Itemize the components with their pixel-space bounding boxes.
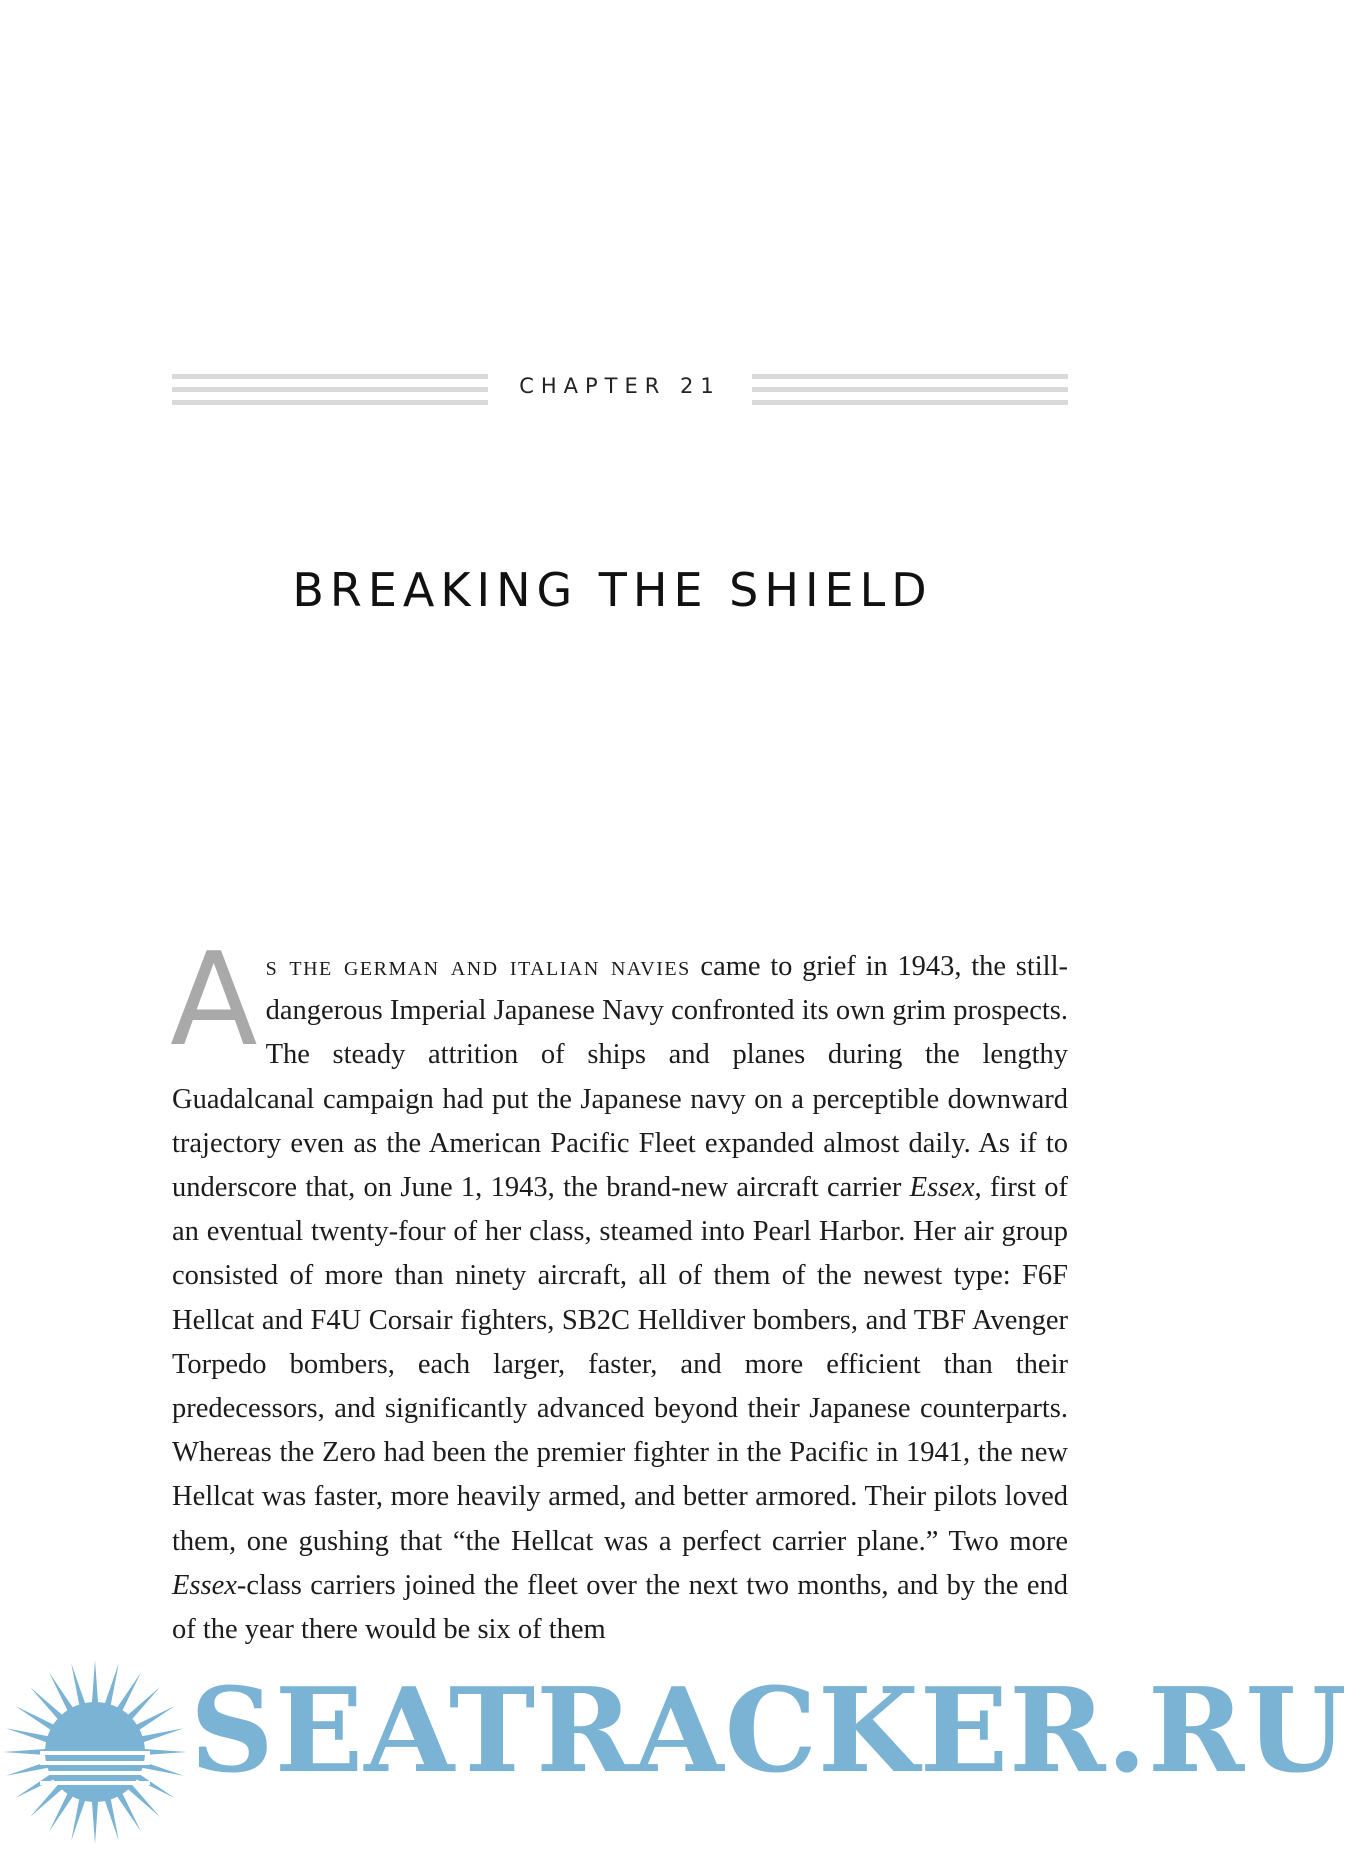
sun-ray [30, 1687, 65, 1722]
sun-ray [104, 1663, 119, 1708]
lead-in-small-caps: s the german and italian navies [265, 951, 691, 982]
sun-ray [115, 1790, 141, 1832]
sun-ray [125, 1687, 160, 1722]
ship-name-essex: Essex, [909, 1172, 982, 1204]
sun-ray [138, 1728, 183, 1743]
sun-ray [71, 1663, 86, 1708]
sun-ray [115, 1672, 141, 1714]
sun-ray [141, 1749, 187, 1756]
sun-ray [6, 1761, 51, 1776]
sun-ray [71, 1795, 86, 1840]
ship-name-essex-class: Essex [172, 1569, 237, 1601]
sun-ray [49, 1790, 75, 1832]
sun-ray [133, 1772, 175, 1798]
sun-ray [49, 1672, 75, 1714]
drop-cap: A [170, 926, 258, 1075]
watermark-text: SEATRACKER.RU [190, 1663, 1347, 1799]
sun-ray [6, 1728, 51, 1743]
text-run-3: -class carriers joined the fleet over the next two months, and by the end of the year there would be six of them [172, 1569, 1068, 1646]
sun-ray [15, 1772, 57, 1798]
sun-ray [92, 1660, 99, 1706]
text-run-2: first of an eventual twenty-four of her class, steamed into Pearl Harbor. Her air group consisted of more than ninety aircraft, all of them of the newest type: F6F Hellcat and F4U Corsair fighters, SB2C Helldiver bombers, and TBF Avenger Torpedo bombers, each larger, faster, and more efficient than their predecessors, and significantly advanced beyond their Japanese counterparts. Whereas the Zero had been the premier fighter in the Pacific in 1941, the new Hellcat was faster, more heavily armed, and better armored. Their pilots loved them, one gushing that “the Hellcat was a perfect carrier plane.” Two more [172, 1172, 1068, 1557]
sun-ray [138, 1761, 183, 1776]
sun-ray [92, 1798, 99, 1844]
chapter-title: BREAKING THE SHIELD [292, 562, 933, 617]
sun-ray [104, 1795, 119, 1840]
sun-ray [3, 1749, 49, 1756]
sun-ray [133, 1706, 175, 1732]
sun-ray [15, 1706, 57, 1732]
sun-ray [30, 1782, 65, 1817]
chapter-label: CHAPTER 21 [519, 374, 721, 398]
decorative-rule-right [752, 372, 1068, 408]
text-run-1: came to grief in 1943, the still-dangerous Imperial Japanese Navy confronted its own grim prospects. The steady attrition of ships and planes during the lengthy Guadalcanal campaign had put the Japanese navy on a perceptible downward trajectory even as the American Pacific Fleet expanded almost daily. As if to underscore that, on June 1, 1943, the brand-new aircraft carrier [172, 951, 1068, 1204]
decorative-rule-left [172, 372, 488, 408]
chapter-header [172, 372, 1068, 408]
sun-burst-icon [0, 1655, 190, 1850]
body-paragraph [170, 926, 1068, 1652]
watermark [0, 1655, 1347, 1850]
sun-ray [125, 1782, 160, 1817]
